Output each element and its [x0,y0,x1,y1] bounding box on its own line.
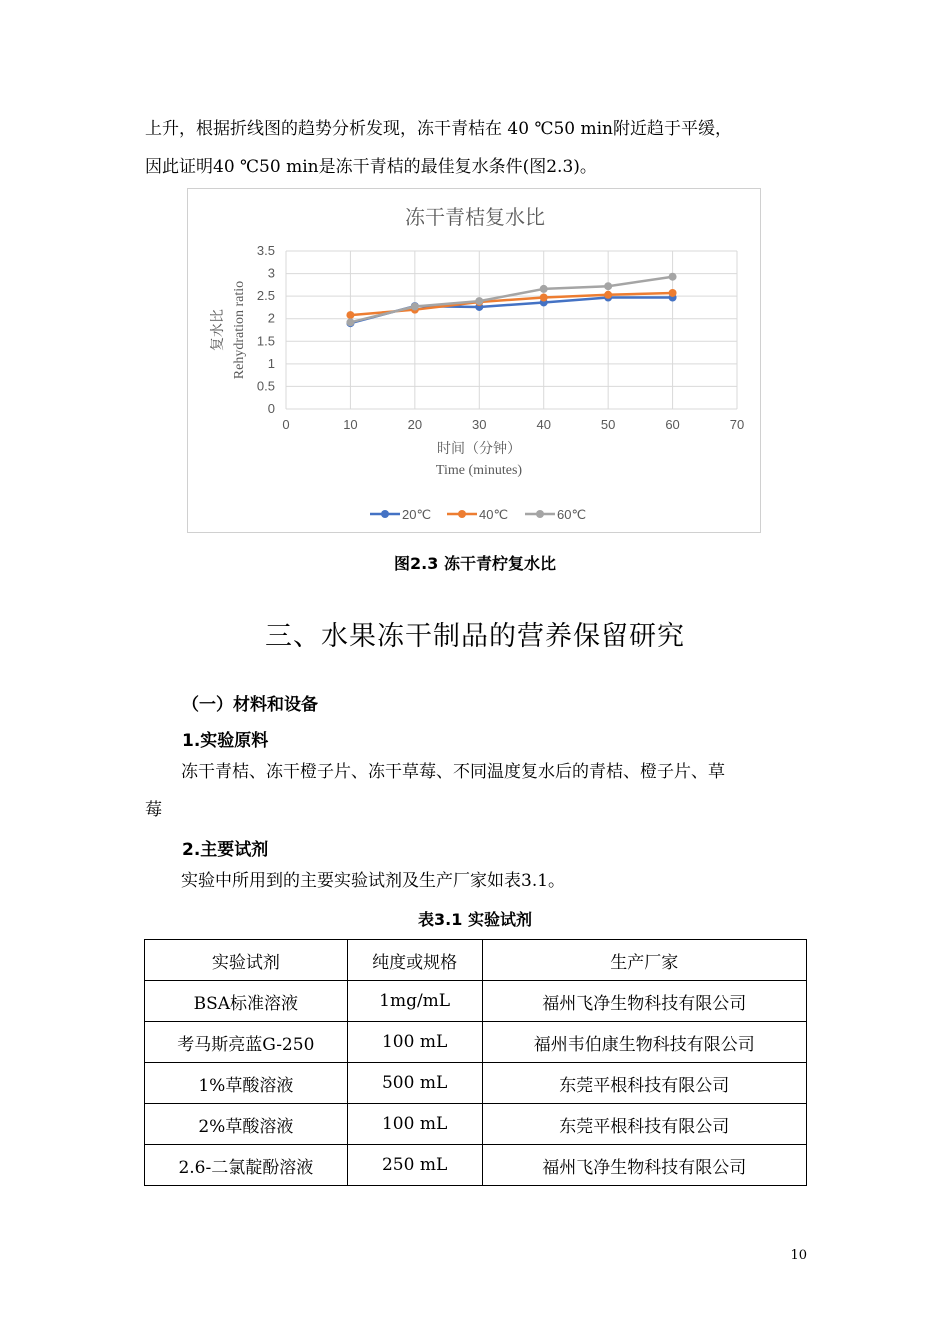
y-tick-label: 3.5 [256,243,275,258]
data-point [669,273,677,281]
legend-label: 40℃ [479,507,509,522]
y-tick-label: 2.5 [256,288,275,304]
y-tick-label: 2 [267,310,275,326]
table-row [145,1145,807,1186]
y-tick-label: 1 [267,355,275,371]
subsection-raw-materials: 1.实验原料 [182,731,269,751]
x-tick-label: 0 [282,417,290,432]
data-point [411,303,419,311]
table-cell: 福州飞净生物科技有限公司 [482,981,806,1022]
figure-chart [187,188,761,533]
legend-marker [536,510,544,518]
table-cell: 福州飞净生物科技有限公司 [482,1145,806,1186]
table-cell: 福州韦伯康生物科技有限公司 [482,1022,806,1063]
section-title: 三、水果冻干制品的营养保留研究 [265,621,685,652]
chart-svg [188,189,762,534]
y-tick-label: 0 [267,401,275,416]
table-caption: 表3.1 实验试剂 [418,910,532,929]
x-tick-label: 30 [472,417,487,432]
legend-marker [381,510,389,518]
legend-label: 20℃ [402,507,432,522]
data-point [540,293,548,301]
subsection-reagents: 2.主要试剂 [182,840,269,860]
data-point [540,285,548,293]
y-tick-label: 3 [267,265,275,281]
table-cell: 2%草酸溶液 [145,1104,348,1145]
table-row [145,1022,807,1063]
materials-line-2: 莓 [145,800,162,820]
table-cell: 东莞平根科技有限公司 [482,1104,806,1145]
data-point [346,318,354,326]
figure-caption: 图2.3 冻干青柠复水比 [394,554,556,573]
table-header-cell: 纯度或规格 [347,940,482,981]
table-cell: 2.6-二氯靛酚溶液 [145,1145,348,1186]
data-point [604,291,612,299]
reagents-intro: 实验中所用到的主要实验试剂及生产厂家如表3.1。 [181,871,566,891]
table-header-row [145,940,807,981]
reagents-table [144,939,807,1186]
page-number: 10 [790,1248,807,1263]
legend-label: 60℃ [557,507,587,522]
table-row [145,1063,807,1104]
table-cell: 1mg/mL [347,981,482,1022]
x-tick-label: 50 [600,417,616,432]
x-tick-label: 60 [665,417,680,432]
data-point [475,297,483,305]
legend-marker [458,510,466,518]
table-cell: 500 mL [347,1063,482,1104]
x-tick-label: 40 [536,417,551,432]
table-row [145,1104,807,1145]
table-cell: 考马斯亮蓝G-250 [145,1022,348,1063]
data-point [604,282,612,290]
chart-title: 冻干青桔复水比 [405,207,545,229]
table-row [145,981,807,1022]
y-tick-label: 1.5 [256,333,275,349]
table-cell: 100 mL [347,1022,482,1063]
y-axis-label: 复水比 [209,309,225,351]
x-axis-label: 时间（分钟） [437,440,521,456]
table-cell: 100 mL [347,1104,482,1145]
data-point [669,289,677,297]
table-header-cell: 生产厂家 [482,940,806,981]
table-cell: 东莞平根科技有限公司 [482,1063,806,1104]
x-axis-label-en: Time (minutes) [435,463,523,478]
y-axis-label-en: Rehydration ratio [232,280,247,380]
table-cell: BSA标准溶液 [145,981,348,1022]
x-tick-label: 10 [343,417,358,432]
subsection-materials-equipment: （一）材料和设备 [182,695,318,715]
table-cell: 1%草酸溶液 [145,1063,348,1104]
intro-line-2: 因此证明40 ℃50 min是冻干青桔的最佳复水条件(图2.3)。 [145,157,597,177]
table-header-cell: 实验试剂 [145,940,348,981]
materials-line-1: 冻干青桔、冻干橙子片、冻干草莓、不同温度复水后的青桔、橙子片、草 [181,762,725,782]
y-tick-label: 0.5 [256,378,275,394]
x-tick-label: 70 [729,417,745,432]
x-tick-label: 20 [407,417,423,432]
table-cell: 250 mL [347,1145,482,1186]
intro-line-1: 上升，根据折线图的趋势分析发现，冻干青桔在 40 ℃50 min附近趋于平缓， [145,119,732,139]
data-point [346,311,354,319]
